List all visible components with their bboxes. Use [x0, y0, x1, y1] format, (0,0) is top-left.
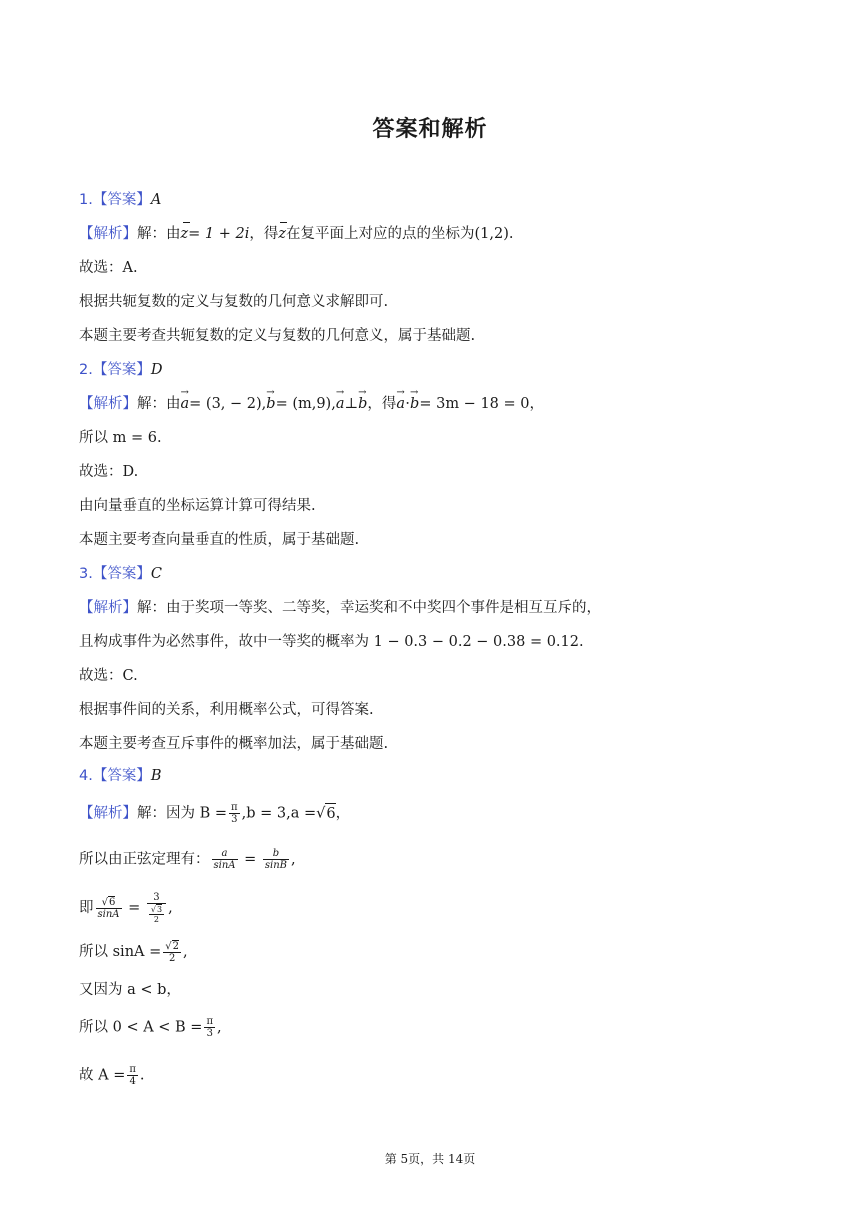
q2-answer-bracket: 【答案】	[92, 362, 151, 378]
q4-line7	[79, 1064, 145, 1087]
sqrt-2: 2	[172, 941, 180, 952]
vec-b-1: → b	[266, 394, 275, 414]
q3-answer-line	[79, 564, 162, 584]
vec-a-1: → a	[181, 394, 190, 414]
q2-sol-b: ，得	[367, 396, 397, 412]
conj-z-1: z	[180, 226, 189, 242]
q4-l6-a: 所以 0 < A < B =	[79, 1019, 203, 1036]
frac-den: 2	[153, 915, 160, 924]
q4-l2-a: 所以由正弦定理有：	[79, 851, 210, 868]
q4-comma: ,	[183, 944, 188, 960]
q4-jie: 解：	[137, 805, 166, 822]
frac-den: sinB	[264, 860, 287, 871]
q1-solution-line	[79, 224, 513, 244]
q2-answer: D	[150, 362, 163, 378]
vec-b-3: → b	[410, 394, 419, 414]
frac-den: 3	[231, 814, 238, 825]
q2-line2: 所以 m = 6.	[79, 430, 162, 446]
q2-summary: 本题主要考查向量垂直的性质，属于基础题.	[79, 532, 360, 548]
q4-line6	[79, 1016, 222, 1039]
q1-analysis-bracket: 【解析】	[79, 226, 137, 242]
q3-sol: 由于奖项一等奖、二等奖，幸运奖和不中奖四个事件是相互互斥的，	[166, 600, 601, 616]
q2-dot: ⋅	[405, 396, 411, 412]
sqrt-3: 3	[156, 905, 163, 914]
frac-3-over-sqrt3-2	[147, 892, 166, 924]
frac-den: sinA	[213, 860, 236, 871]
vec-a-2: → a	[336, 394, 345, 414]
q2-solution-line	[79, 394, 544, 414]
conj-z-2: z	[278, 226, 286, 242]
q4-sol-c: ，	[335, 805, 351, 822]
frac-sqrt2-over-2: $\frac{√2}{2}$	[165, 941, 180, 964]
frac-num: π	[206, 1016, 214, 1027]
frac-num: π	[129, 1064, 136, 1075]
frac-a-over-sinA	[212, 848, 238, 871]
q4-l7-a: 故 A =	[79, 1067, 126, 1084]
q2-analysis-bracket: 【解析】	[79, 396, 137, 412]
frac-sqrt6-over-sinA: $\frac{√6}{\sin A}$	[97, 897, 120, 920]
q4-answer: B	[150, 768, 162, 784]
q4-number: 4.	[79, 768, 93, 784]
q4-analysis-bracket: 【解析】	[79, 805, 137, 822]
q4-l4-a: 所以 sinA =	[79, 944, 162, 960]
frac-den: 4	[129, 1076, 136, 1087]
q4-l3-a: 即	[79, 900, 94, 916]
q3-line2: 且构成事件为必然事件，故中一等奖的概率为 1 − 0.3 − 0.2 − 0.38 = 0.12.	[79, 634, 584, 650]
q2-sol-a: 由	[166, 396, 181, 412]
frac-den: 3	[206, 1028, 213, 1039]
q4-period: .	[139, 1067, 145, 1084]
q1-answer-line	[79, 190, 161, 210]
q2-choose: 故选：D.	[79, 464, 139, 480]
q1-summary: 本题主要考查共轭复数的定义与复数的几何意义，属于基础题.	[79, 328, 476, 344]
q3-solution-line	[79, 598, 601, 618]
frac-num: 3	[147, 892, 166, 904]
q2-sol-eq2: = (m,9),	[275, 396, 336, 412]
q1-sol-c: 在复平面上对应的点的坐标为(1,2).	[286, 226, 514, 242]
q4-comma: ,	[217, 1019, 222, 1036]
q2-sol-eq1: = (3, − 2),	[189, 396, 267, 412]
sqrt-6: 6	[325, 803, 335, 824]
page-footer: 第 5页，共 14页	[384, 1152, 476, 1166]
q1-answer: A	[150, 192, 162, 208]
q4-line5: 又因为 a < b，	[79, 982, 181, 998]
q3-summary: 本题主要考查互斥事件的概率加法，属于基础题.	[79, 736, 389, 752]
q2-sol-eq3: = 3m − 18 = 0，	[419, 396, 544, 412]
q2-jie: 解：	[137, 396, 166, 412]
q3-answer: C	[150, 566, 162, 582]
q4-comma: ,	[168, 900, 173, 916]
frac-pi-over-3	[204, 1016, 215, 1039]
q4-answer-bracket: 【答案】	[92, 768, 151, 784]
q1-number: 1.	[79, 192, 93, 208]
frac-den: 2	[168, 953, 176, 964]
q1-jie: 解：	[137, 226, 166, 242]
q4-answer-line	[79, 766, 162, 786]
frac-pi-over-3	[229, 802, 240, 825]
frac-b-over-sinB	[263, 848, 289, 871]
q1-choose: 故选：A.	[79, 260, 138, 276]
frac-sqrt3-over-2: $\frac{√3}{2}$	[150, 905, 163, 924]
q4-solution-line: 【解析】解：因为 B = $\frac{\pi}{3}$ ,b = 3,a =√6，	[79, 802, 351, 825]
q4-line3: 即 $\frac{√6}{\sin A}$ = $\frac{3}{\frac{√3}{2}}$ ,	[79, 892, 173, 924]
q3-method: 根据事件间的关系，利用概率公式，可得答案.	[79, 702, 374, 718]
q2-number: 2.	[79, 362, 93, 378]
q3-jie: 解：	[137, 600, 166, 616]
q2-answer-line	[79, 360, 162, 380]
q2-perp: ⊥	[344, 396, 359, 412]
frac-pi-over-4	[127, 1064, 138, 1087]
frac-num: π	[231, 802, 238, 813]
q2-method: 由向量垂直的坐标运算计算可得结果.	[79, 498, 316, 514]
vec-a-3: → a	[396, 394, 405, 414]
frac-den: sinA	[97, 909, 120, 920]
frac-num: b	[263, 848, 289, 860]
page-title: 答案和解析	[372, 117, 488, 142]
q4-comma: ,	[291, 851, 296, 868]
q3-analysis-bracket: 【解析】	[79, 600, 137, 616]
q4-line2: 所以由正弦定理有： $\frac{a}{\sin A}$ = $\frac{b}{\sin B}$ ,	[79, 848, 296, 871]
q3-number: 3.	[79, 566, 93, 582]
vec-b-2: → b	[358, 394, 367, 414]
q1-sol-eq: = 1 + 2i	[188, 226, 250, 242]
q4-sol-a: 因为 B =	[166, 805, 228, 822]
q1-sol-a: 由	[166, 226, 181, 242]
q1-method: 根据共轭复数的定义与复数的几何意义求解即可.	[79, 294, 389, 310]
q1-answer-bracket: 【答案】	[92, 192, 151, 208]
frac-num: a	[212, 848, 238, 860]
sqrt-6: 6	[109, 897, 116, 908]
q3-choose: 故选：C.	[79, 668, 138, 684]
q4-sol-b: ,b = 3,a =	[241, 805, 317, 822]
q1-sol-b: ，得	[249, 226, 279, 242]
q3-answer-bracket: 【答案】	[92, 566, 151, 582]
q4-line4	[79, 940, 188, 964]
